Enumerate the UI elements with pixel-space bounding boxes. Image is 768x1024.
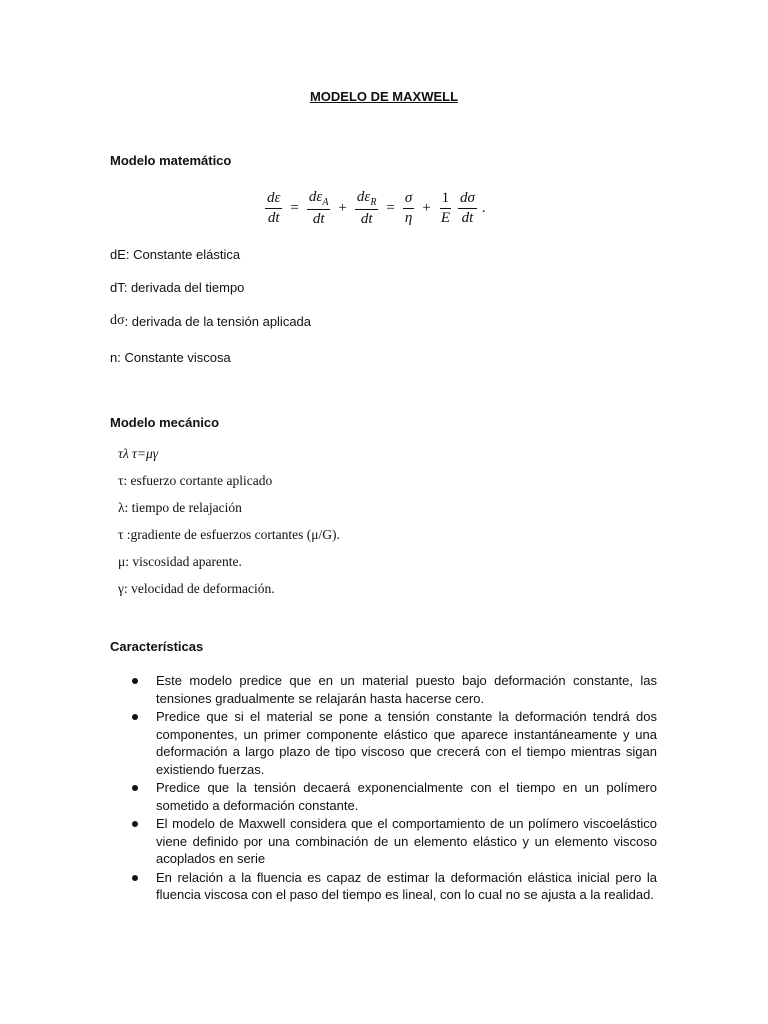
formula-term-1-den: dt	[267, 209, 280, 226]
maxwell-formula	[262, 186, 491, 230]
list-item	[130, 779, 657, 814]
list-item	[130, 672, 657, 707]
formula-equals-2: =	[386, 199, 395, 216]
formula-term-3-num-sub: R	[370, 196, 377, 208]
mech-line-mu: μ: viscosidad aparente.	[118, 554, 242, 569]
bullet-icon	[132, 785, 138, 791]
characteristics-list	[130, 672, 657, 905]
formula-term-6	[458, 190, 477, 226]
list-item	[130, 869, 657, 904]
mech-line-tau: τ: esfuerzo cortante aplicado	[118, 473, 273, 488]
formula-term-3-num-main: dε	[356, 188, 371, 205]
list-item-text: Predice que si el material se pone a tensión constante la deformación tendrá dos componentes, un primer componente elástico que aparece instantáneamente y una deformación a largo plazo de tipo viscoso que crecerá con el tiempo mientras sigan existiendo fuerzas.	[156, 709, 657, 777]
list-item	[130, 708, 657, 778]
mech-line-gradient: τ :gradiente de esfuerzos cortantes (μ/G).	[118, 527, 340, 542]
definition-dt: dT: derivada del tiempo	[110, 280, 245, 295]
mech-model-heading: Modelo mecánico	[110, 415, 220, 430]
list-item-text: En relación a la fluencia es capaz de estimar la deformación elástica inicial pero la fluencia viscosa con el paso del tiempo es lineal, con lo cual no se ajusta a la realidad.	[156, 869, 657, 902]
formula-period: .	[481, 199, 486, 216]
definition-n: n: Constante viscosa	[110, 350, 231, 365]
formula-term-5	[439, 190, 452, 226]
formula-term-5-num: 1	[440, 190, 452, 209]
formula-term-2-num-sub: A	[322, 196, 329, 208]
bullet-icon	[132, 875, 138, 881]
document-title: MODELO DE MAXWELL	[309, 89, 459, 104]
formula-plus-2: +	[422, 199, 431, 216]
mech-equation: τλ τ=μγ	[118, 446, 159, 461]
characteristics-heading: Características	[110, 639, 204, 654]
mech-line-lambda: λ: tiempo de relajación	[118, 500, 242, 515]
bullet-icon	[132, 821, 138, 827]
formula-term-3-num	[355, 189, 379, 210]
formula-term-3	[355, 189, 379, 228]
math-model-heading: Modelo matemático	[110, 153, 232, 168]
formula-term-5-den: E	[440, 209, 450, 226]
formula-term-2-num-main: dε	[308, 188, 323, 205]
formula-term-1	[265, 190, 282, 226]
formula-term-3-den: dt	[360, 210, 373, 227]
formula-term-4-num: σ	[403, 190, 414, 209]
formula-plus-1: +	[338, 199, 347, 216]
definition-dsigma-text: : derivada de la tensión aplicada	[124, 314, 312, 329]
definition-dsigma	[110, 314, 311, 331]
formula-term-2-den: dt	[312, 210, 325, 227]
bullet-icon	[132, 678, 138, 684]
list-item-text: Este modelo predice que en un material puesto bajo deformación constante, las tensiones gradualmente se relajarán hasta hacerse cero.	[156, 673, 657, 706]
formula-term-1-num: dε	[265, 190, 282, 209]
formula-term-6-num: dσ	[458, 190, 477, 209]
formula-term-4	[403, 190, 414, 226]
formula-term-2-num	[307, 189, 331, 210]
bullet-icon	[132, 714, 138, 720]
list-item-text: El modelo de Maxwell considera que el comportamiento de un polímero viscoelástico viene definido por una combinación de un elemento elástico y un elemento viscoso acoplados en serie	[156, 816, 657, 866]
definition-de: dE: Constante elástica	[110, 247, 241, 262]
formula-term-4-den: η	[404, 209, 413, 226]
list-item	[130, 815, 657, 868]
mech-line-gamma: γ: velocidad de deformación.	[118, 581, 275, 596]
formula-equals-1: =	[290, 199, 299, 216]
definition-dsigma-symbol: dσ	[110, 313, 125, 328]
formula-term-6-den: dt	[461, 209, 474, 226]
list-item-text: Predice que la tensión decaerá exponencialmente con el tiempo en un polímero sometido a deformación constante.	[156, 780, 657, 813]
formula-term-2	[307, 189, 331, 228]
